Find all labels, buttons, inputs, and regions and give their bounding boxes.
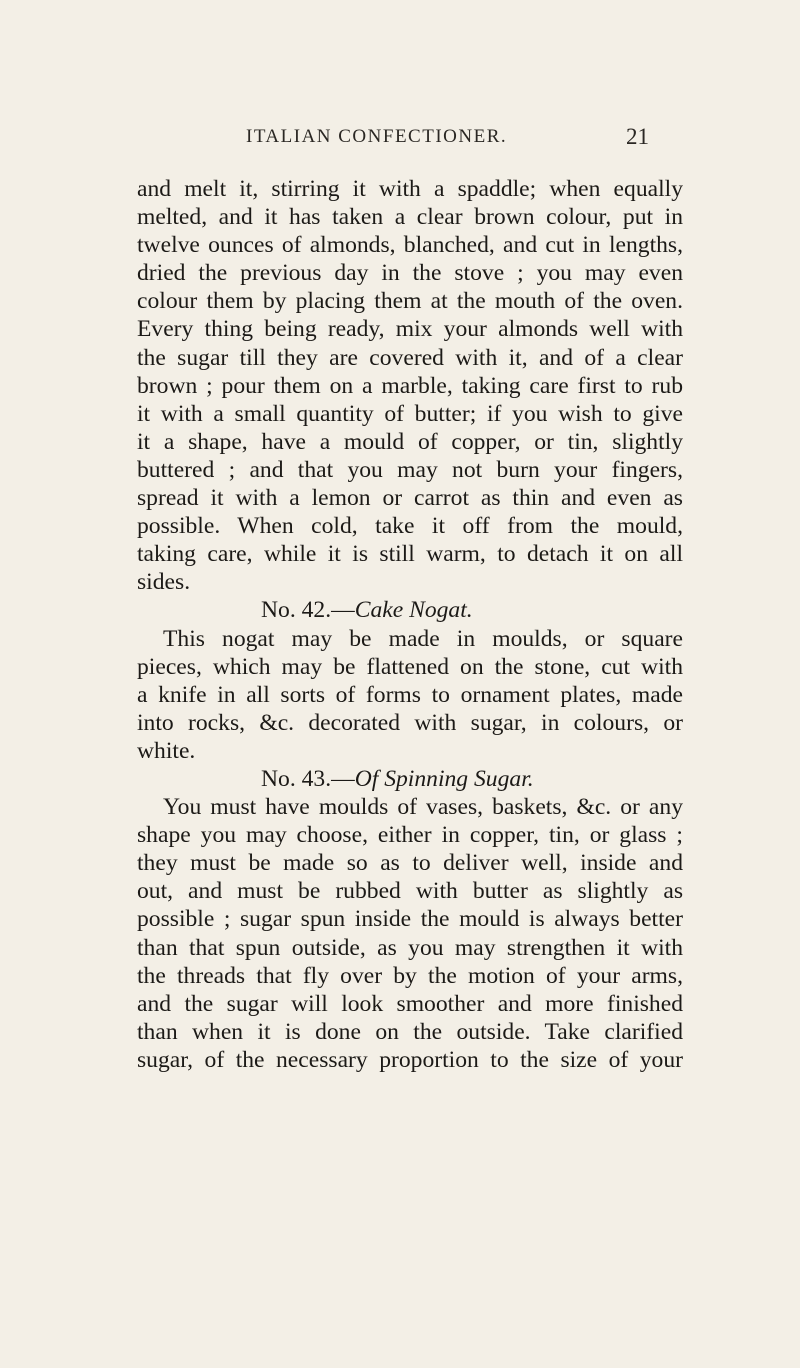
text-line: a knife in all sorts of forms to ornament plates, made xyxy=(137,681,683,708)
text-line: they must be made so as to deliver well, inside and xyxy=(137,850,683,877)
recipe-heading-43 xyxy=(137,765,683,793)
text-line: the threads that fly over by the motion of your arms, xyxy=(137,962,683,989)
recipe-number: No. 42.— xyxy=(261,597,355,624)
recipe-title: Cake Nogat. xyxy=(354,597,473,624)
text-line: twelve ounces of almonds, blanched, and cut in lengths, xyxy=(137,232,683,259)
text-line: taking care, while it is still warm, to detach it on all xyxy=(137,541,683,568)
recipe-number: No. 43.— xyxy=(261,765,355,792)
text-line: the sugar till they are covered with it, and of a clear xyxy=(137,344,683,371)
recipe-heading-42 xyxy=(137,596,683,624)
text-line: possible ; sugar spun inside the mould is always better xyxy=(137,906,683,933)
text-line: white. xyxy=(137,737,196,764)
recipe-title: Of Spinning Sugar. xyxy=(354,765,534,792)
text-line: You must have moulds of vases, baskets, &c. or any xyxy=(163,794,683,821)
text-line: it a shape, have a mould of copper, or tin, slightly xyxy=(137,428,683,455)
page-number: 21 xyxy=(626,124,649,149)
text-line: This nogat may be made in moulds, or square xyxy=(163,625,683,652)
text-line: it with a small quantity of butter; if you wish to give xyxy=(137,400,683,427)
running-head: ITALIAN CONFECTIONER. xyxy=(246,126,508,147)
text-line: pieces, which may be flattened on the stone, cut with xyxy=(137,653,683,680)
text-line: buttered ; and that you may not burn your fingers, xyxy=(137,456,683,483)
text-line: brown ; pour them on a marble, taking care first to rub xyxy=(137,372,683,399)
text-line: possible. When cold, take it off from the mould, xyxy=(137,513,683,540)
text-line: and melt it, stirring it with a spaddle; when equally xyxy=(137,176,683,202)
text-line: sugar, of the necessary proportion to the size of your xyxy=(137,1046,683,1073)
text-line: than that spun outside, as you may strengthen it with xyxy=(137,934,683,961)
paragraph-continuation xyxy=(137,175,683,1074)
text-line: out, and must be rubbed with butter as slightly as xyxy=(137,878,683,905)
text-line: into rocks, &c. decorated with sugar, in colours, or xyxy=(137,709,683,736)
text-line: spread it with a lemon or carrot as thin and even as xyxy=(137,485,683,512)
text-line: colour them by placing them at the mouth of the oven. xyxy=(137,288,683,315)
text-line: and the sugar will look smoother and more finished xyxy=(137,990,683,1017)
text-line: dried the previous day in the stove ; you may even xyxy=(137,260,683,287)
text-line: sides. xyxy=(137,569,191,596)
text-line: than when it is done on the outside. Take clarified xyxy=(137,1018,683,1045)
text-line: melted, and it has taken a clear brown colour, put in xyxy=(137,204,683,231)
text-line: shape you may choose, either in copper, tin, or glass ; xyxy=(137,822,683,849)
text-line: Every thing being ready, mix your almonds well with xyxy=(137,316,683,343)
